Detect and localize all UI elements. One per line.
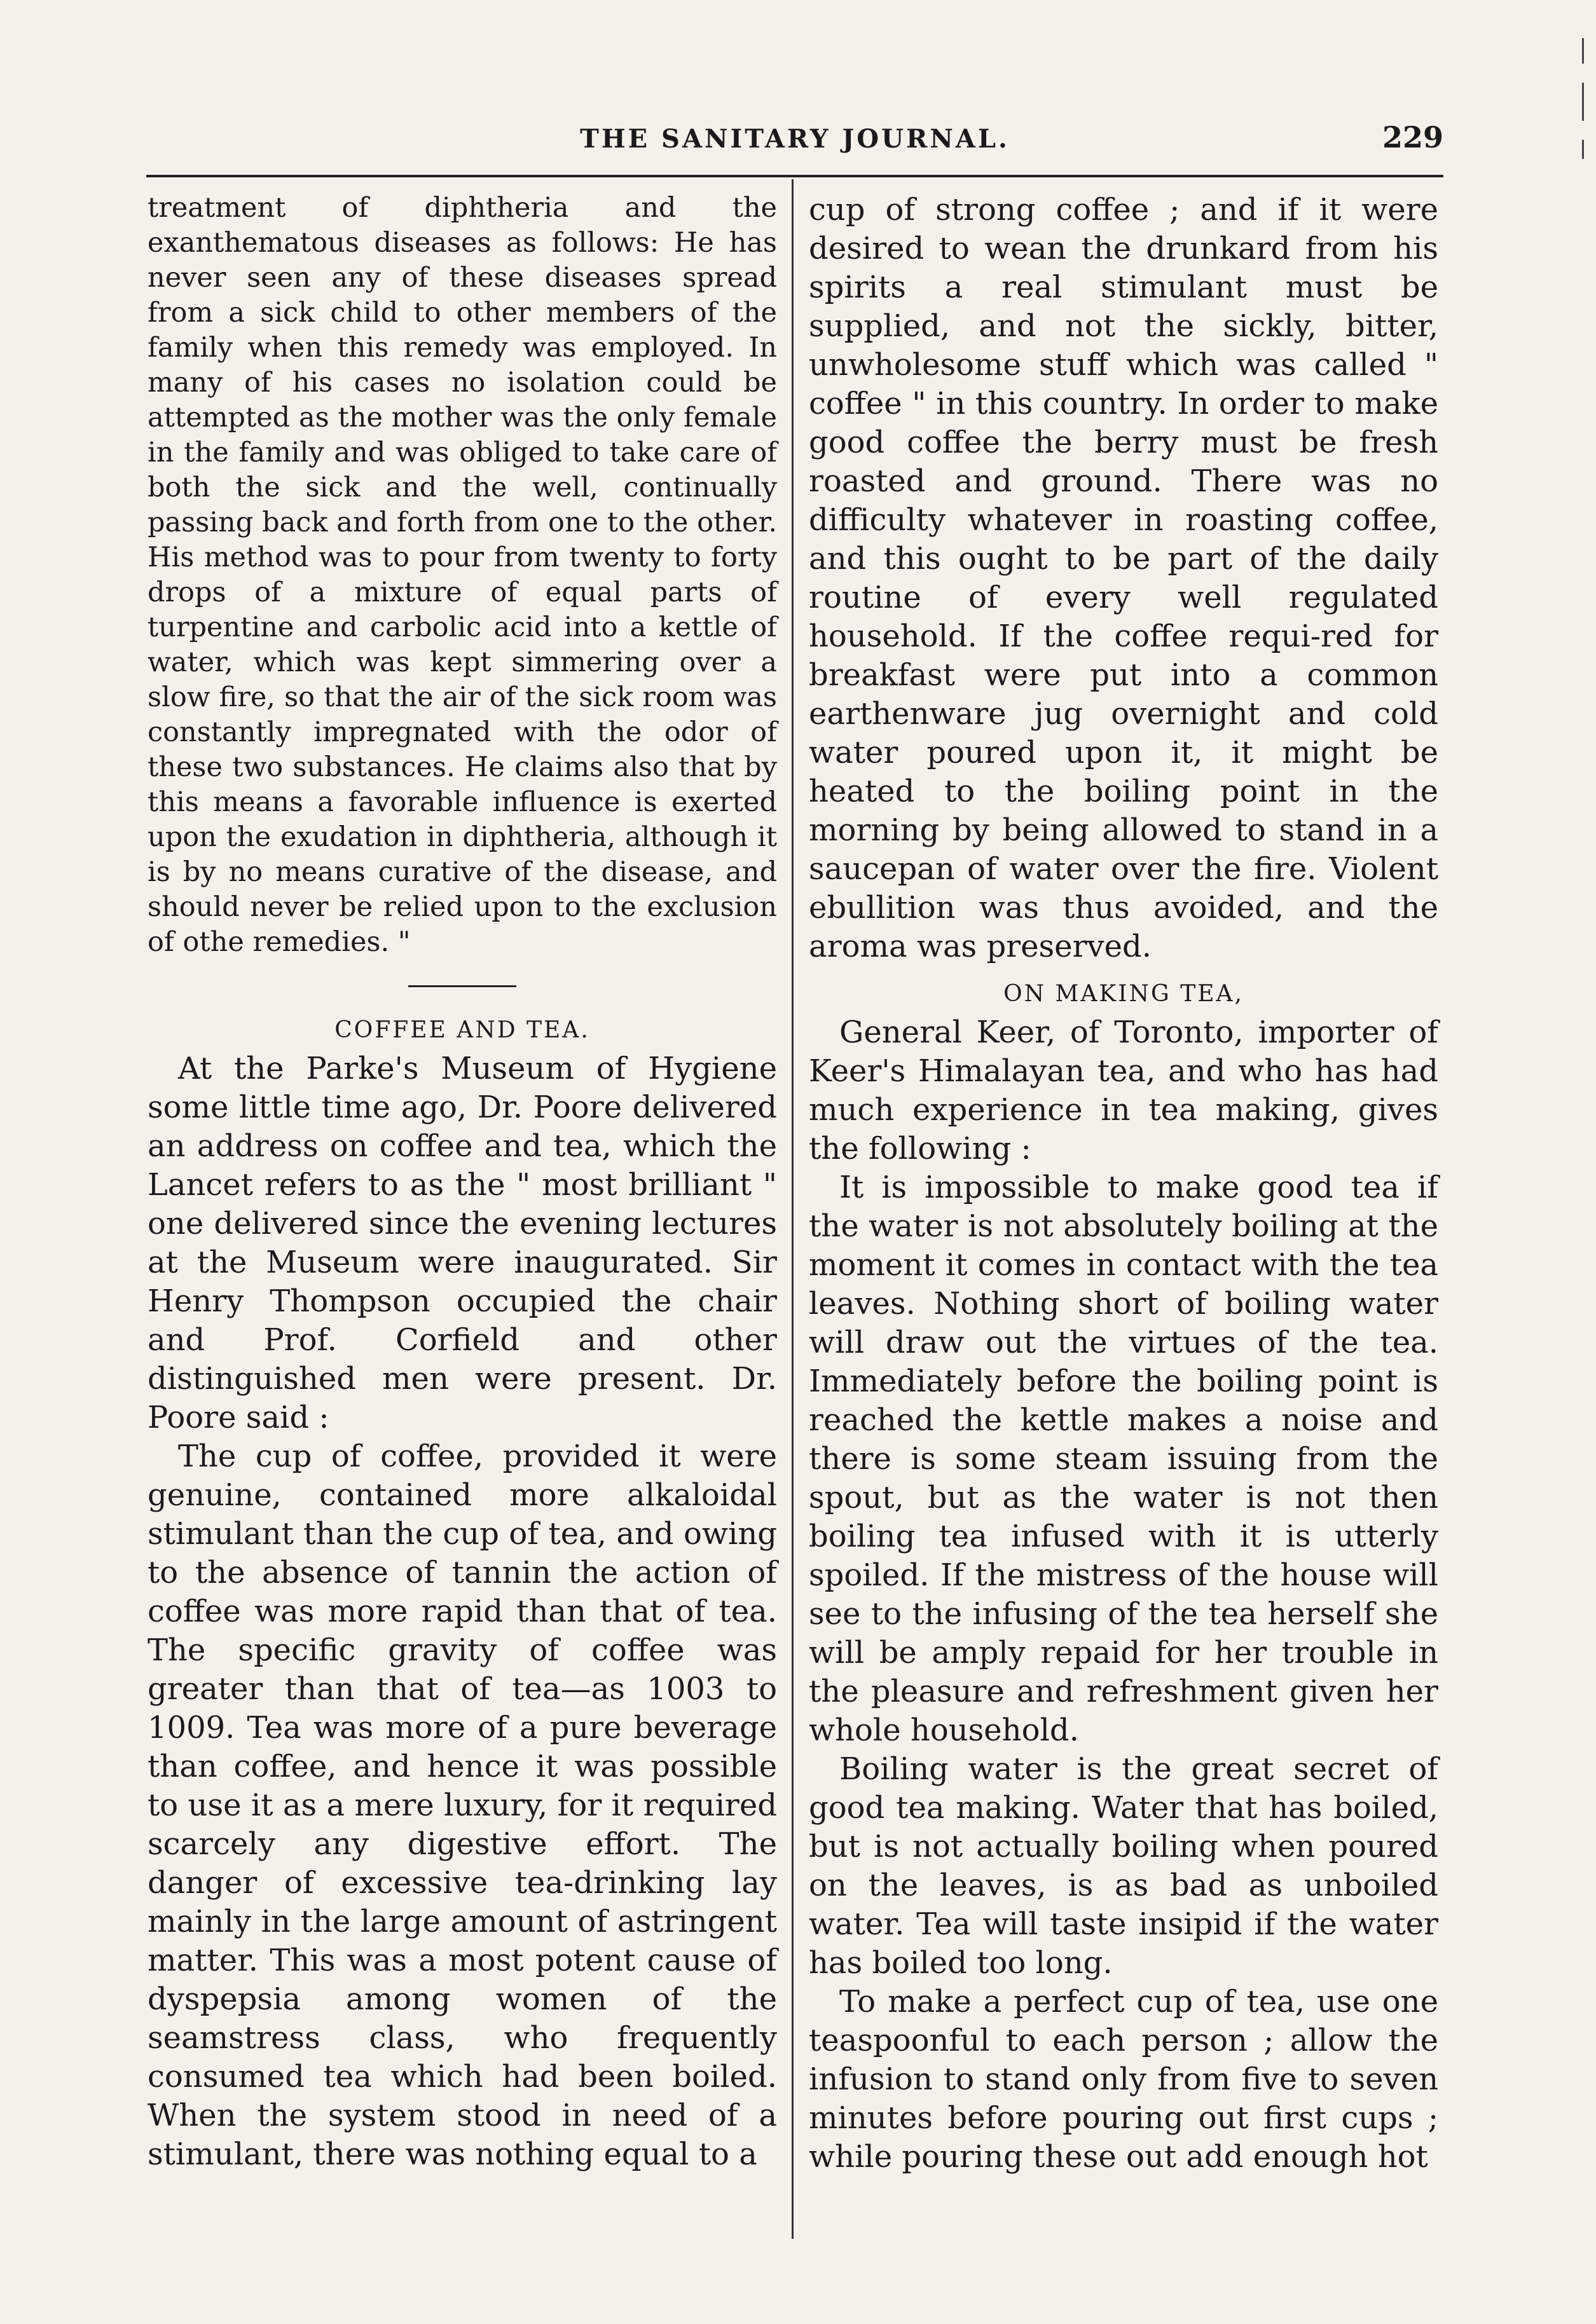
making-tea-paragraph-1: General Keer, of Toronto, importer of Keer's Himalayan tea, and who has had much experience in tea making, gives the following : — [809, 1015, 1438, 1166]
column-divider — [792, 179, 794, 2239]
making-tea-paragraph-3: Boiling water is the great secret of good tea making. Water that has boiled, but is not actually boiling when poured on the leaves, is as bad as unboiled water. Tea will taste insipid if the water has boiled too long. — [809, 1751, 1438, 1981]
coffee-tea-paragraph-2: The cup of coffee, provided it were genuine, contained more alkaloidal stimulant than the cup of tea, and owing to the absence of tannin the action of coffee was more rapid than that of tea. The specific gravity of coffee was greater than that of tea—as 1003 to 1009. Tea was more of a pure beverage than coffee, and hence it was possible to use it as a mere luxury, for it required scarcely any digestive effort. The danger of excessive tea-drinking lay mainly in the large amount of astringent matter. This was a most potent cause of dyspepsia among women of the seamstress class, who frequently consumed tea which had been boiled. When the system stood in need of a stimulant, there was nothing equal to a — [148, 1439, 777, 2172]
section-heading-on-making-tea: ON MAKING TEA, — [1003, 981, 1244, 1007]
header-rule — [146, 175, 1443, 177]
making-tea-paragraph-4: To make a perfect cup of tea, use one teaspoonful to each person ; allow the infusion to stand only from five to seven minutes before pouring out first cups ; while pouring these out add enough hot — [809, 1984, 1438, 2175]
coffee-tea-continued-text: cup of strong coffee ; and if it were desired to wean the drunkard from his spirits a real stimulant must be supplied, and not the sickly, bitter, unwholesome stuff which was called " coffee " in this country. In order to make good coffee the berry must be fresh roasted and ground. There was no difficulty whatever in roasting coffee, and this ought to be part of the daily routine of every well regulated household. If the coffee requi-red for breakfast were put into a common earthenware jug overnight and cold water poured upon it, it might be heated to the boiling point in the morning by being allowed to stand in a saucepan of water over the fire. Violent ebullition was thus avoided, and the aroma was preserved. — [809, 192, 1438, 964]
section-heading-coffee-and-tea: COFFEE AND TEA. — [334, 1017, 590, 1043]
page-header — [146, 120, 1443, 168]
left-column — [148, 191, 777, 2174]
coffee-tea-paragraph-1: At the Parke's Museum of Hygiene some little time ago, Dr. Poore delivered an address on coffee and tea, which the Lancet refers to as the " most brilliant " one delivered since the evening lectures at the Museum were inaugurated. Sir Henry Thompson occupied the chair and Prof. Corfield and other distinguished men were present. Dr. Poore said : — [148, 1051, 777, 1435]
making-tea-paragraph-2: It is impossible to make good tea if the water is not absolutely boiling at the moment it comes in contact with the tea leaves. Nothing short of boiling water will draw out the virtues of the tea. Immediately before the boiling point is reached the kettle makes a noise and there is some steam issuing from the spout, but as the water is not then boiling tea infused with it is utterly spoiled. If the mistress of the house will see to the infusing of the tea herself she will be amply repaid for her trouble in the pleasure and refreshment given her whole household. — [809, 1170, 1438, 1748]
scan-edge-marks — [1582, 38, 1587, 229]
running-title: THE SANITARY JOURNAL. — [580, 124, 1010, 154]
page-number: 229 — [1382, 120, 1443, 154]
article-separator — [408, 985, 516, 987]
continued-article-text: treatment of diphtheria and the exanthematous diseases as follows: He has never seen any of these diseases spread from a sick child to other members of the family when this remedy was employed. In many of his cases no isolation could be attempted as the mother was the only female in the family and was obliged to take care of both the sick and the well, continually passing back and forth from one to the other. His method was to pour from twenty to forty drops of a mixture of equal parts of turpentine and carbolic acid into a kettle of water, which was kept simmering over a slow fire, so that the air of the sick room was constantly impregnated with the odor of these two substances. He claims also that by this means a favorable influence is exerted upon the exudation in diphtheria, although it is by no means curative of the disease, and should never be relied upon to the exclusion of othe remedies. " — [148, 192, 777, 958]
right-column — [809, 191, 1438, 2177]
